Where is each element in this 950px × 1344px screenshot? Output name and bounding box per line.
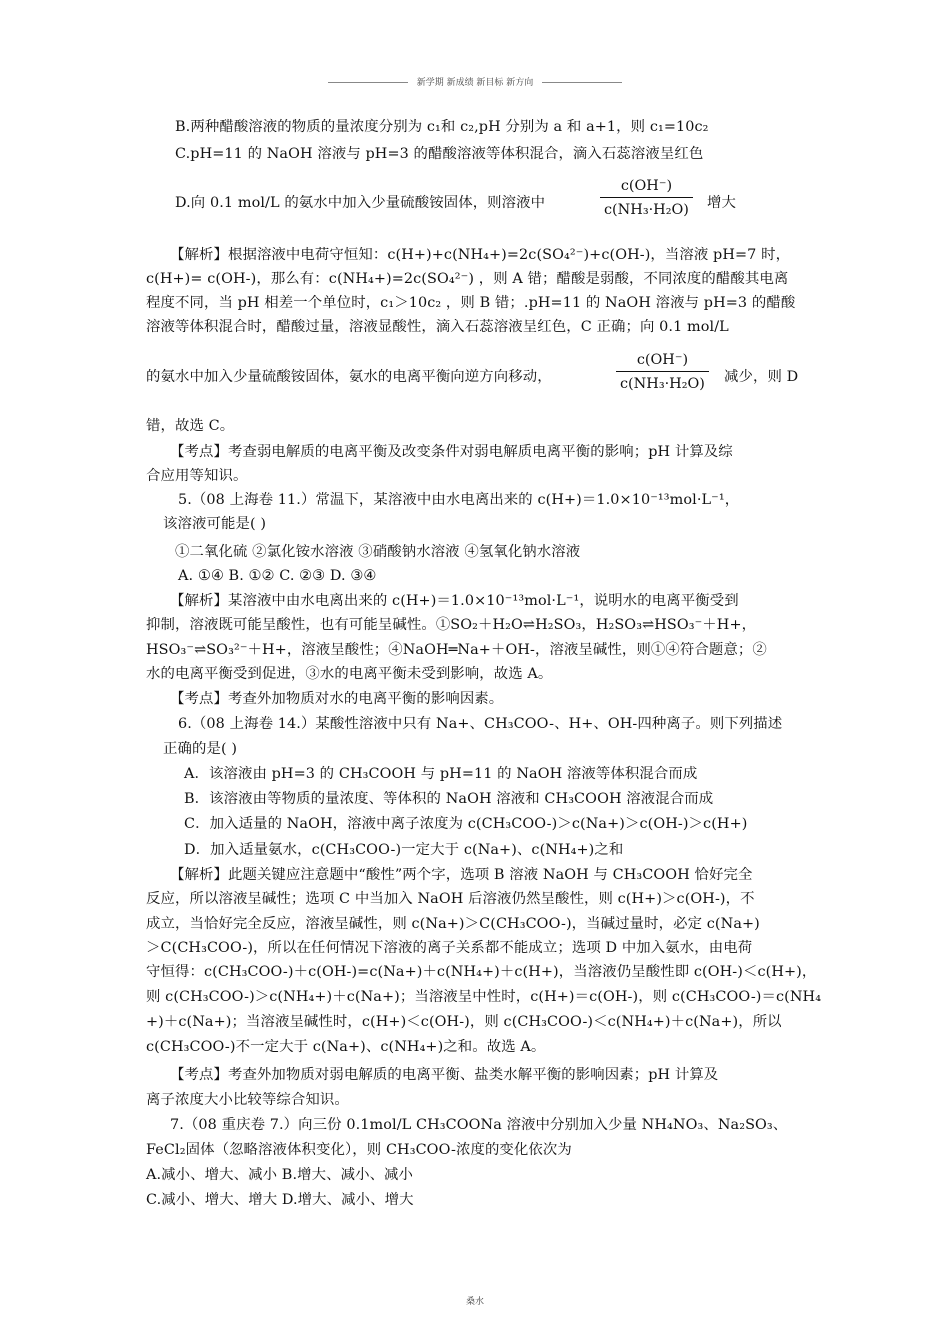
text-line: 增大 <box>707 195 736 211</box>
text-line: 正确的是( ) <box>163 741 238 757</box>
text-line: 溶液等体积混合时，醋酸过量，溶液显酸性，滴入石蕊溶液呈红色，C 正确；向 0.1 mol/L <box>146 319 729 335</box>
text-line: B．该溶液由等物质的量浓度、等体积的 NaOH 溶液和 CH₃COOH 溶液混合而成 <box>184 791 714 807</box>
fraction-numerator: c(OH⁻) <box>636 352 689 368</box>
text-line: 抑制，溶液既可能呈酸性，也有可能呈碱性。①SO₂＋H₂O⇌H₂SO₃，H₂SO₃⇌HSO₃⁻＋H+， <box>146 617 757 633</box>
text-line: 水的电离平衡受到促进，③水的电离平衡未受到影响，故选 A。 <box>146 666 553 682</box>
text-line: B.两种醋酸溶液的物质的量浓度分别为 c₁和 c₂,pH 分别为 a 和 a+1，则 c₁=10c₂ <box>175 119 709 135</box>
text-line: 合应用等知识。 <box>146 468 248 484</box>
text-line: 的氨水中加入少量硫酸铵固体，氨水的电离平衡向逆方向移动， <box>146 369 552 385</box>
header-text: 新学期 新成绩 新目标 新方向 <box>416 78 534 88</box>
text-line: A．该溶液由 pH=3 的 CH₃COOH 与 pH=11 的 NaOH 溶液等体积混合而成 <box>184 766 698 782</box>
text-line: 5.（08 上海卷 11.）常温下，某溶液中由水电离出来的 c(H+)＝1.0×10⁻¹³mol·L⁻¹， <box>178 492 740 508</box>
text-line: FeCl₂固体（忽略溶液体积变化），则 CH₃COO-浓度的变化依次为 <box>146 1142 572 1158</box>
text-line: 7.（08 重庆卷 7.）向三份 0.1mol/L CH₃COONa 溶液中分别加入少量 NH₄NO₃、Na₂SO₃、 <box>170 1117 788 1133</box>
text-line: c(H+)= c(OH-)，那么有：c(NH₄+)=2c(SO₄²⁻) ，则 A 错；醋酸是弱酸，不同浓度的醋酸其电离 <box>146 271 789 287</box>
text-line: 6.（08 上海卷 14.）某酸性溶液中只有 Na+、CH₃COO-、H+、OH-四种离子。则下列描述 <box>178 716 783 732</box>
text-line: 程度不同，当 pH 相差一个单位时，c₁＞10c₂ ，则 B 错；.pH=11 的 NaOH 溶液与 pH=3 的醋酸 <box>146 295 796 311</box>
text-line: 减少，则 D <box>724 369 799 385</box>
text-line: 【考点】考查弱电解质的电离平衡及改变条件对弱电解质电离平衡的影响；pH 计算及综 <box>170 444 733 460</box>
header-rule-left <box>328 82 408 83</box>
text-line: 【考点】考查外加物质对弱电解质的电离平衡、盐类水解平衡的影响因素；pH 计算及 <box>170 1067 719 1083</box>
text-line: D．加入适量氨水，c(CH₃COO-)一定大于 c(Na+)、c(NH₄+)之和 <box>184 842 624 858</box>
text-line: A.减小、增大、减小 B.增大、减小、减小 <box>146 1167 414 1183</box>
text-line: +)＋c(Na+)；当溶液呈碱性时，c(H+)＜c(OH-)，则 c(CH₃COO-)＜c(NH₄+)＋c(Na+)，所以 <box>146 1014 782 1030</box>
text-line: c(CH₃COO-)不一定大于 c(Na+)、c(NH₄+)之和。故选 A。 <box>146 1039 546 1055</box>
text-line: ①二氧化硫 ②氯化铵水溶液 ③硝酸钠水溶液 ④氢氧化钠水溶液 <box>175 544 581 560</box>
text-line: D.向 0.1 mol/L 的氨水中加入少量硫酸铵固体，则溶液中 <box>175 195 546 211</box>
text-line: A. ①④ B. ①② C. ②③ D. ③④ <box>178 568 377 584</box>
text-line: 错，故选 C。 <box>146 418 235 434</box>
fraction-denominator: c(NH₃·H₂O) <box>620 376 705 392</box>
text-line: 离子浓度大小比较等综合知识。 <box>146 1092 349 1108</box>
text-line: HSO₃⁻⇌SO₃²⁻＋H+，溶液呈酸性；④NaOH═Na+＋OH-，溶液呈碱性，则①④符合题意；② <box>146 642 767 658</box>
text-line: C.减小、增大、增大 D.增大、减小、增大 <box>146 1192 414 1208</box>
text-line: 则 c(CH₃COO-)＞c(NH₄+)＋c(Na+)；当溶液呈中性时，c(H+)＝c(OH-)，则 c(CH₃COO-)＝c(NH₄ <box>146 989 822 1005</box>
text-line: 成立，当恰好完全反应，溶液呈碱性，则 c(Na+)＞C(CH₃COO-)，当碱过量时，必定 c(Na+) <box>146 916 760 932</box>
fraction-numerator: c(OH⁻) <box>620 178 673 194</box>
text-line: 【考点】考查外加物质对水的电离平衡的影响因素。 <box>170 691 504 707</box>
text-line: 【解析】某溶液中由水电离出来的 c(H+)＝1.0×10⁻¹³mol·L⁻¹，说明水的电离平衡受到 <box>170 593 739 609</box>
header-rule-right <box>542 82 622 83</box>
text-line: 【解析】根据溶液中电荷守恒知：c(H+)+c(NH₄+)=2c(SO₄²⁻)+c(OH-)，当溶液 pH=7 时， <box>170 247 791 263</box>
page-footer: 桑水 <box>465 1297 484 1307</box>
fraction-bar <box>600 197 693 198</box>
page-header <box>0 75 950 88</box>
text-line: 该溶液可能是( ) <box>163 516 267 532</box>
fraction-denominator: c(NH₃·H₂O) <box>604 202 689 218</box>
concentration-ratio-fraction <box>600 178 693 218</box>
fraction-bar <box>616 371 709 372</box>
text-line: ＞C(CH₃COO-)，所以在任何情况下溶液的离子关系都不能成立；选项 D 中加入氨水，由电荷 <box>146 940 753 956</box>
text-line: 反应，所以溶液呈碱性；选项 C 中当加入 NaOH 后溶液仍然呈酸性，则 c(H+)＞c(OH-)，不 <box>146 891 755 907</box>
text-line: C．加入适量的 NaOH，溶液中离子浓度为 c(CH₃COO-)＞c(Na+)＞c(OH-)＞c(H+) <box>184 816 748 832</box>
text-line: C.pH=11 的 NaOH 溶液与 pH=3 的醋酸溶液等体积混合，滴入石蕊溶液呈红色 <box>175 146 704 162</box>
concentration-ratio-fraction <box>616 352 709 392</box>
text-line: 守恒得：c(CH₃COO-)＋c(OH-)=c(Na+)＋c(NH₄+)＋c(H+)，当溶液仍呈酸性即 c(OH-)＜c(H+)， <box>146 964 817 980</box>
text-line: 【解析】此题关键应注意题中“酸性”两个字，选项 B 溶液 NaOH 与 CH₃COOH 恰好完全 <box>170 867 753 883</box>
